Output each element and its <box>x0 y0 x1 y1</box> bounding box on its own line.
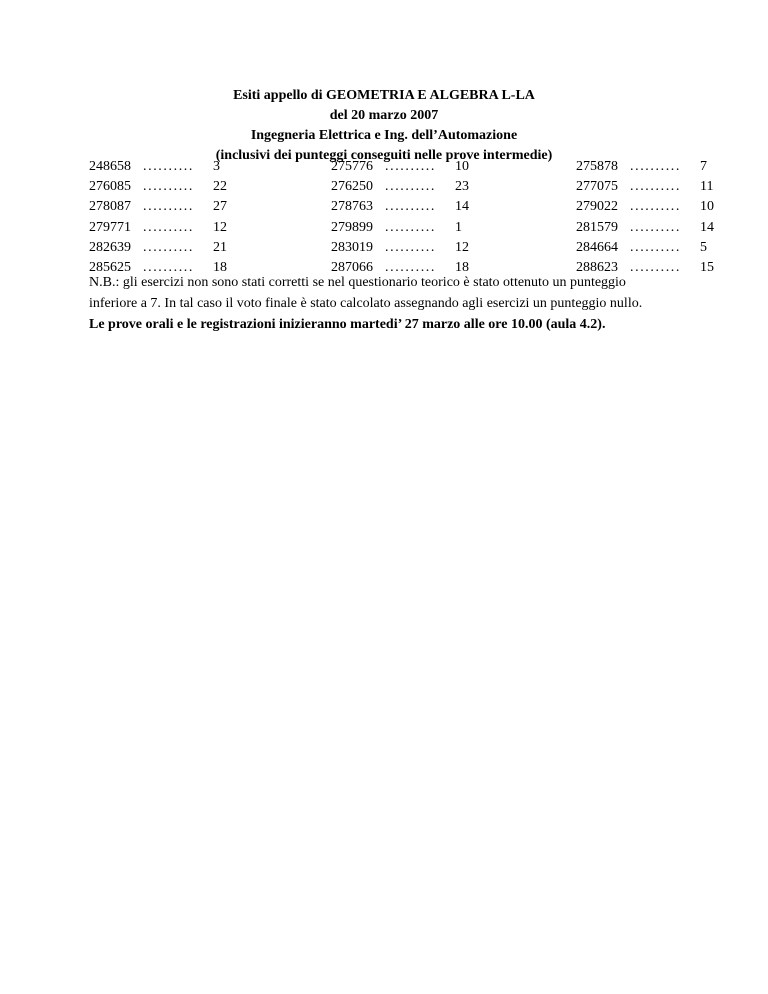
result-entry <box>89 157 220 177</box>
student-id: 278763 <box>331 199 373 215</box>
score: 10 <box>700 199 714 215</box>
score: 22 <box>213 179 227 195</box>
result-entry <box>576 177 713 197</box>
student-id: 285625 <box>89 259 131 275</box>
degree-course: Ingegneria Elettrica e Ing. dell’Automazione <box>250 128 518 143</box>
score: 14 <box>455 199 469 215</box>
score: 3 <box>213 159 220 174</box>
results-row <box>89 218 714 238</box>
student-id: 287066 <box>331 259 373 275</box>
oral-exam-announcement: Le prove orali e le registrazioni inizieranno martedi’ 27 marzo alle ore 10.00 (aula 4.2). <box>89 317 606 332</box>
dot-leader: .......... <box>630 179 681 195</box>
result-entry <box>576 238 707 258</box>
exam-title: Esiti appello di GEOMETRIA E ALGEBRA L-LA <box>233 88 535 103</box>
dot-leader: .......... <box>143 219 194 235</box>
score: 11 <box>700 179 714 195</box>
dot-leader: .......... <box>385 259 436 275</box>
student-id: 278087 <box>89 199 131 215</box>
student-id: 288623 <box>576 259 618 275</box>
dot-leader: .......... <box>385 239 436 255</box>
result-entry <box>331 177 469 197</box>
result-entry <box>89 218 227 238</box>
dot-leader: .......... <box>630 239 681 255</box>
note-line: inferiore a 7. In tal caso il voto finale è stato calcolato assegnando agli esercizi un punteggio nullo. <box>89 296 643 311</box>
dot-leader: .......... <box>385 219 436 235</box>
notes-section <box>89 272 709 335</box>
score: 14 <box>700 219 714 235</box>
student-id: 248658 <box>89 159 131 174</box>
student-id: 276085 <box>89 179 131 195</box>
dot-leader: .......... <box>143 259 194 275</box>
score: 15 <box>700 259 714 275</box>
header-note: (inclusivi dei punteggi conseguiti nelle prove intermedie) <box>215 148 553 163</box>
score: 5 <box>700 239 707 255</box>
score: 27 <box>213 199 227 215</box>
result-entry <box>331 157 469 177</box>
result-entry <box>89 177 227 197</box>
dot-leader: .......... <box>385 159 436 174</box>
dot-leader: .......... <box>630 259 681 275</box>
results-row <box>89 157 707 177</box>
results-row <box>89 177 714 197</box>
document-header <box>0 86 768 166</box>
result-entry <box>331 197 469 217</box>
result-entry <box>89 197 227 217</box>
result-entry <box>576 157 707 177</box>
student-id: 275878 <box>576 159 618 174</box>
dot-leader: .......... <box>143 179 194 195</box>
score: 23 <box>455 179 469 195</box>
score: 21 <box>213 239 227 255</box>
result-entry <box>576 218 714 238</box>
score: 10 <box>455 159 469 174</box>
student-id: 283019 <box>331 239 373 255</box>
score: 12 <box>213 219 227 235</box>
dot-leader: .......... <box>143 199 194 215</box>
score: 18 <box>213 259 227 275</box>
result-entry <box>331 218 462 238</box>
student-id: 279899 <box>331 219 373 235</box>
student-id: 277075 <box>576 179 618 195</box>
note-line: N.B.: gli esercizi non sono stati corretti se nel questionario teorico è stato ottenuto un punteggio <box>89 275 626 290</box>
student-id: 276250 <box>331 179 373 195</box>
student-id: 279771 <box>89 219 131 235</box>
student-id: 284664 <box>576 239 618 255</box>
dot-leader: .......... <box>385 179 436 195</box>
score: 12 <box>455 239 469 255</box>
result-entry <box>331 238 469 258</box>
student-id: 281579 <box>576 219 618 235</box>
dot-leader: .......... <box>143 239 194 255</box>
dot-leader: .......... <box>143 159 194 174</box>
student-id: 279022 <box>576 199 618 215</box>
dot-leader: .......... <box>630 159 681 174</box>
results-row <box>89 197 714 217</box>
dot-leader: .......... <box>385 199 436 215</box>
student-id: 275776 <box>331 159 373 174</box>
exam-date: del 20 marzo 2007 <box>329 108 439 123</box>
result-entry <box>89 238 227 258</box>
score: 7 <box>700 159 707 174</box>
student-id: 282639 <box>89 239 131 255</box>
results-table <box>89 157 714 278</box>
results-row <box>89 238 707 258</box>
result-entry <box>576 197 714 217</box>
score: 1 <box>455 219 462 235</box>
dot-leader: .......... <box>630 219 681 235</box>
dot-leader: .......... <box>630 199 681 215</box>
score: 18 <box>455 259 469 275</box>
